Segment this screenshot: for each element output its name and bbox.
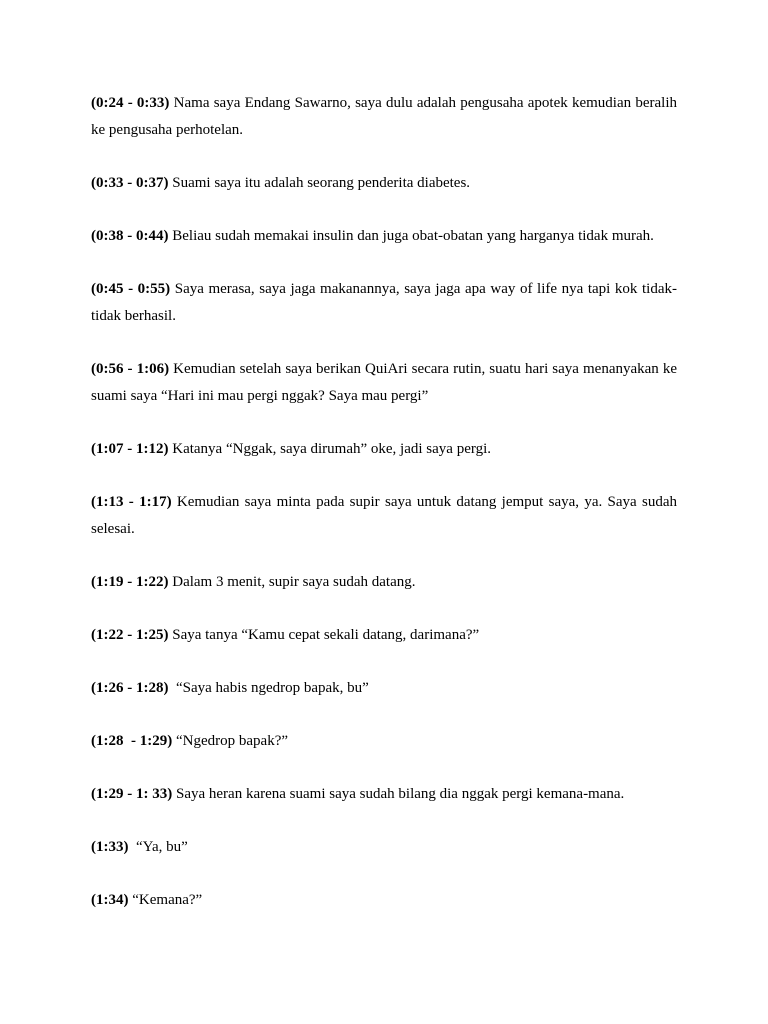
entry-text: “Kemana?” — [128, 892, 203, 908]
transcript-entry — [91, 675, 677, 702]
transcript-entry — [91, 622, 677, 649]
entry-text: “Ngedrop bapak?” — [172, 733, 289, 749]
entry-text: Saya heran karena suami saya sudah bilang dia nggak pergi kemana-mana. — [172, 786, 625, 802]
entry-text: Kemudian saya minta pada supir saya untuk datang jemput saya, ya. Saya sudah selesai. — [91, 494, 681, 537]
transcript-entry — [91, 781, 677, 808]
transcript-entry — [91, 356, 681, 410]
entry-text: Saya merasa, saya jaga makanannya, saya jaga apa way of life nya tapi kok tidak-tidak berhasil. — [91, 281, 677, 324]
timestamp: (1:26 - 1:28) — [91, 680, 169, 696]
entry-text: Kemudian setelah saya berikan QuiAri secara rutin, suatu hari saya menanyakan ke suami saya “Hari ini mau pergi nggak? Saya mau pergi” — [91, 361, 681, 404]
entry-text: “Saya habis ngedrop bapak, bu” — [168, 680, 369, 696]
timestamp: (0:45 - 0:55) — [91, 281, 171, 297]
transcript-entry — [91, 728, 677, 755]
transcript-entry — [91, 834, 677, 861]
entry-text: Katanya “Nggak, saya dirumah” oke, jadi saya pergi. — [168, 441, 492, 457]
entry-text: Saya tanya “Kamu cepat sekali datang, darimana?” — [168, 627, 480, 643]
timestamp: (1:07 - 1:12) — [91, 441, 169, 457]
timestamp: (0:56 - 1:06) — [91, 361, 170, 377]
transcript-entry — [91, 170, 677, 197]
entry-text: “Ya, bu” — [128, 839, 188, 855]
transcript-entry — [91, 569, 677, 596]
timestamp: (1:19 - 1:22) — [91, 574, 169, 590]
timestamp: (0:33 - 0:37) — [91, 175, 169, 191]
timestamp: (1:29 - 1: 33) — [91, 786, 173, 802]
transcript-body — [91, 90, 681, 940]
timestamp: (1:33) — [91, 839, 129, 855]
entry-text: Dalam 3 menit, supir saya sudah datang. — [168, 574, 416, 590]
transcript-entry — [91, 276, 677, 330]
transcript-entry — [91, 223, 677, 250]
transcript-entry — [91, 436, 677, 463]
entry-text: Beliau sudah memakai insulin dan juga obat-obatan yang harganya tidak murah. — [168, 228, 654, 244]
transcript-entry — [91, 489, 681, 543]
transcript-entry — [91, 887, 677, 914]
timestamp: (1:34) — [91, 892, 129, 908]
timestamp: (1:22 - 1:25) — [91, 627, 169, 643]
timestamp: (0:24 - 0:33) — [91, 95, 170, 111]
transcript-entry — [91, 90, 681, 144]
timestamp: (0:38 - 0:44) — [91, 228, 169, 244]
timestamp: (1:13 - 1:17) — [91, 494, 172, 510]
entry-text: Nama saya Endang Sawarno, saya dulu adalah pengusaha apotek kemudian beralih ke pengusaha perhotelan. — [91, 95, 681, 138]
timestamp: (1:28 - 1:29) — [91, 733, 173, 749]
entry-text: Suami saya itu adalah seorang penderita diabetes. — [168, 175, 471, 191]
